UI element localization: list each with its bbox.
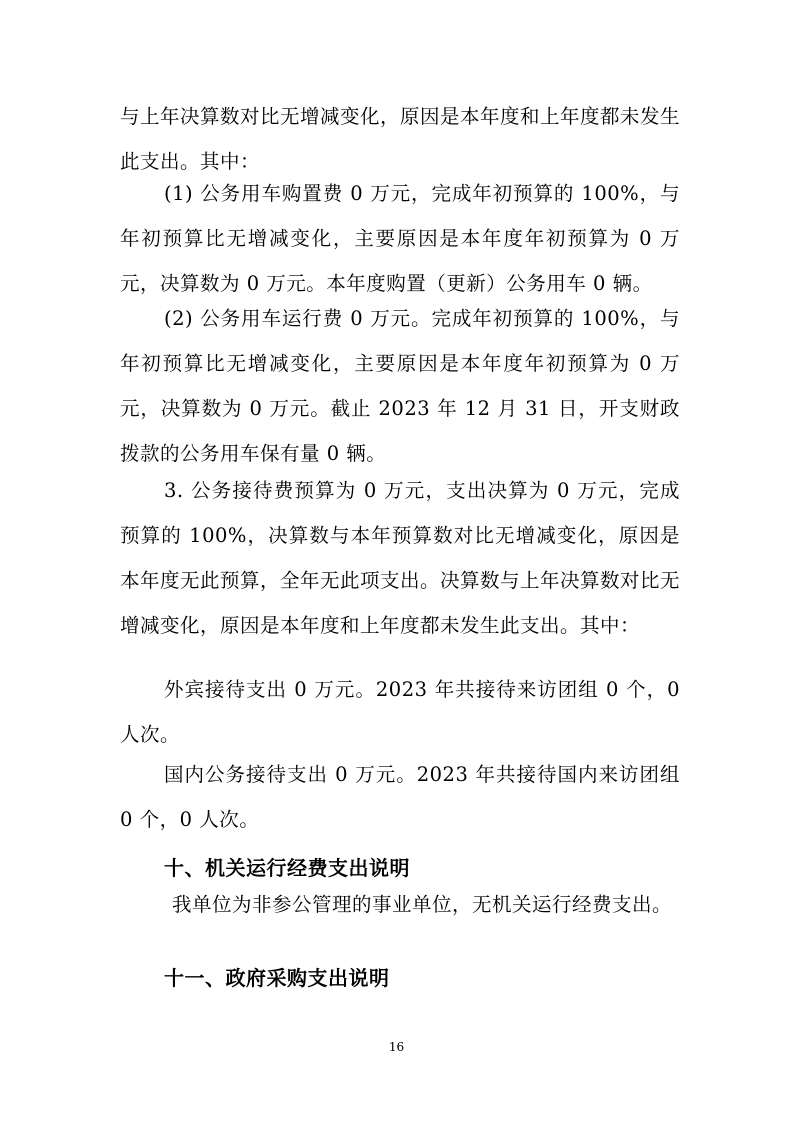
paragraph-foreign-reception: 外宾接待支出 0 万元。2023 年共接待来访团组 0 个，0 人次。: [120, 678, 680, 746]
paragraph-reception-fee: 3. 公务接待费预算为 0 万元，支出决算为 0 万元，完成预算的 100%，决算数与本年预算数对比无增减变化，原因是本年度无此预算，全年无此项支出。决算数与上年决算数对比无增减变化，原因是本年度和上年度都未发生此支出。其中：: [120, 479, 681, 637]
paragraph-vehicle-operation: (2) 公务用车运行费 0 万元。完成年初预算的 100%，与年初预算比无增减变化，主要原因是本年度年初预算为 0 万元，决算数为 0 万元。截止 2023 年 12 月 31 日，开支财政拨款的公务用车保有量 0 辆。: [120, 307, 680, 465]
section-heading-10: 十、机关运行经费支出说明: [164, 856, 410, 880]
section-heading-11: 十一、政府采购支出说明: [164, 966, 390, 990]
paragraph-domestic-reception: 国内公务接待支出 0 万元。2023 年共接待国内来访团组 0 个，0 人次。: [120, 763, 680, 831]
paragraph-vehicle-purchase: (1) 公务用车购置费 0 万元，完成年初预算的 100%，与年初预算比无增减变化，主要原因是本年度年初预算为 0 万元，决算数为 0 万元。本年度购置（更新）公务用车 0 辆。: [120, 182, 680, 295]
paragraph-operating-expenses: 我单位为非参公管理的事业单位，无机关运行经费支出。: [172, 893, 673, 916]
page-number: 16: [388, 1040, 405, 1054]
paragraph-continuation: 与上年决算数对比无增减变化，原因是本年度和上年度都未发生此支出。其中：: [120, 105, 681, 173]
